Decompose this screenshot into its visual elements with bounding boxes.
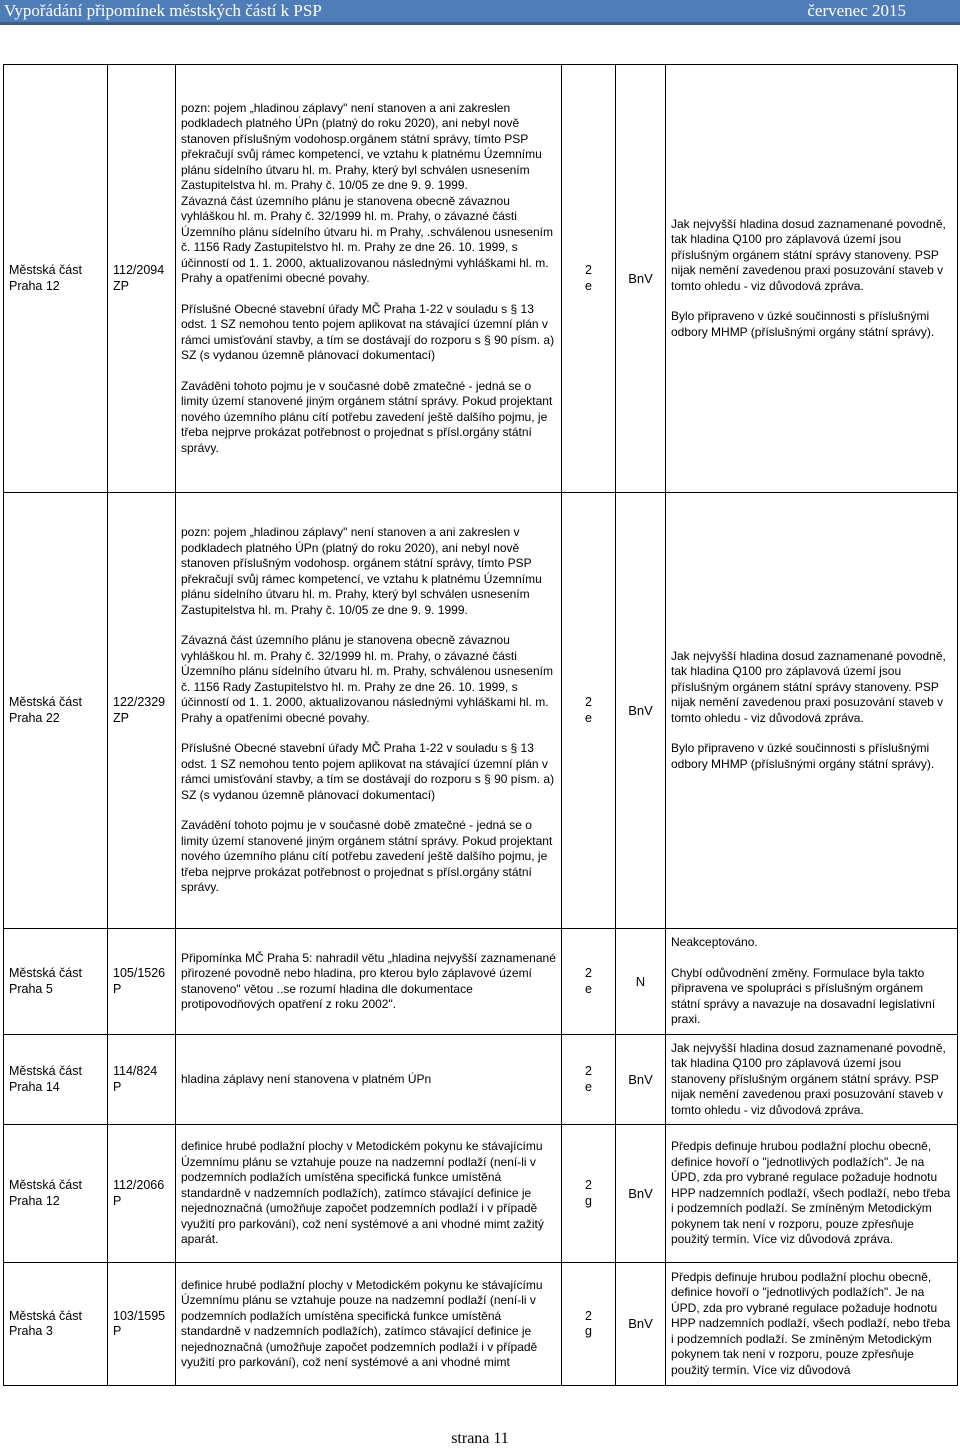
comment-text-cell (176, 1263, 562, 1386)
comment-paragraph: Zavádění tohoto pojmu je v současné době zmatečné - jedná se o limity území stanovené jiným orgánem státní správy. Pokud projektant nového územního plánu cítí potřebu zavedení ještě dalšího pojmu, je třeba nejprve prokázat potřebnost o projednat s přísl.orgány státní správy. (181, 818, 553, 895)
district-cell (4, 929, 108, 1035)
code-line: 105/1526 (113, 966, 166, 980)
comment-text-cell (176, 1125, 562, 1263)
response-cell (666, 1035, 958, 1125)
section-cell (562, 1035, 616, 1125)
section-line: e (585, 710, 592, 725)
district-line: Praha 12 (9, 278, 60, 293)
comment-text-cell (176, 929, 562, 1035)
code-line: P (113, 981, 122, 996)
comment-paragraph: definice hrubé podlažní plochy v Metodickém pokynu ke stávajícímu Územnímu plánu se vztahuje pouze na nadzemní podlaží (není-li v podzemních podlažích umístěna specifická funkce umístěná standardně v nadzemních podlažích), zatímco stávající definice je nejednoznačná (umožňuje započet podzemních podlaží i v případě využití pro parkování), což není systémové a ani vhodné mimt (181, 1277, 543, 1369)
result-cell (616, 65, 666, 493)
code-cell (108, 1125, 176, 1263)
district-line: Městská část (9, 263, 82, 277)
district-cell (4, 1125, 108, 1263)
page-header (0, 0, 960, 25)
comment-text-cell (176, 65, 562, 493)
code-line: ZP (113, 278, 129, 293)
comment-text-cell (176, 1035, 562, 1125)
section-line: 2 (585, 1178, 592, 1192)
section-line: 2 (585, 695, 592, 709)
table-row (4, 929, 958, 1035)
code-line: P (113, 1079, 122, 1094)
table-row (4, 1263, 958, 1386)
district-cell (4, 1263, 108, 1386)
section-line: 2 (585, 966, 592, 980)
result-cell (616, 1035, 666, 1125)
comment-paragraph: hladina záplavy není stanovena v platném ÚPn (181, 1071, 432, 1086)
comment-paragraph: Příslušné Obecné stavební úřady MČ Praha 1-22 v souladu s § 13 odst. 1 SZ nemohou tento pojem aplikovat na stávající územní plán v rámci umisťování stavby, a tím se dostávají do rozporu s § 90 písm. a) SZ (s vydanou územně plánovací dokumentací) (181, 741, 555, 802)
comments-table (3, 64, 958, 1386)
table-row (4, 1125, 958, 1263)
result-cell (616, 929, 666, 1035)
response-cell (666, 929, 958, 1035)
code-cell (108, 65, 176, 493)
result-cell (616, 1263, 666, 1386)
result-cell (616, 493, 666, 929)
response-cell (666, 1125, 958, 1263)
code-line: ZP (113, 710, 129, 725)
section-line: e (585, 1079, 592, 1094)
code-line: 103/1595 (113, 1308, 166, 1323)
response-paragraph: Bylo připraveno v úzké součinnosti s příslušnými odbory MHMP (příslušnými orgány státní správy). (671, 741, 935, 771)
result-code: BnV (628, 702, 653, 718)
district-line: Praha 14 (9, 1079, 60, 1094)
code-line: 112/2094 (113, 263, 165, 277)
district-line: Městská část (9, 1308, 82, 1323)
result-code: N (635, 973, 646, 989)
comment-paragraph: pozn: pojem „hladinou záplavy" není stanoven a ani zakreslen podkladech platného ÚPn (platný do roku 2020), ani nebyl nově stanoven příslušným vodohosp.orgánem státní správy, tímto PSP překračují svůj rámec kompetencí, ve vztahu k platnému Územnímu plánu sídelního útvaru hl. m. Prahy, který byl schválen usnesením Zastupitelstva hl. m. Prahy č. 10/05 ze dne 9. 9. 1999. Závazná část územního plánu je stanovena obecně závaznou vyhláškou hl. m. Prahy č. 32/1999 hl. m. Prahy, o závazné části Územního plánu sídelního útvaru hi. m Prahy, .schválenou usnesením č. 1156 Rady Zastupitelstvo hl. m. Prahy ze dne 26. 10. 1999, s účinností od 1. 1. 2000, aktualizovanou následnými vyhláškami hl. m. Prahy a opatřeními obecné povahy. (181, 100, 553, 286)
section-line: e (585, 278, 592, 293)
district-line: Praha 22 (9, 710, 60, 725)
section-cell (562, 493, 616, 929)
result-code: BnV (628, 1071, 653, 1087)
response-cell (666, 1263, 958, 1386)
response-cell (666, 493, 958, 929)
table-row (4, 1035, 958, 1125)
comment-paragraph: Závazná část územního plánu je stanovena obecně závaznou vyhláškou hl. m. Prahy č. 32/1999 hl. m. Prahy, o závazné části Územního plánu sídelního útvaru hl. m. Prahy, schválenou usnesením č. 1156 Rady Zastupitelstvo hl. m. Prahy ze dne 26. 10. 1999, s účinností od 1. 1. 2000, aktualizovanou následnými vyhláškami hl. m. Prahy a opatřeními obecné povahy. (181, 633, 553, 725)
district-line: Městská část (9, 1064, 82, 1078)
district-cell (4, 1035, 108, 1125)
section-cell (562, 929, 616, 1035)
table-row (4, 493, 958, 929)
code-cell (108, 1035, 176, 1125)
section-line: 2 (585, 1308, 592, 1323)
district-line: Městská část (9, 966, 82, 980)
comment-paragraph: Zaváděni tohoto pojmu je v současné době zmatečné - jedná se o limity území stanovené jiným orgánem státní správy. Pokud projektant nového územního plánu cítí potřebu zavedení ještě dalšího pojmu, je třeba nejprve prokázat potřebnost o projednat s přísl.orgány státní správy. (181, 378, 553, 455)
section-line: 2 (585, 263, 592, 277)
section-line: 2 (585, 1064, 592, 1078)
result-code: BnV (628, 1316, 653, 1332)
response-paragraph: Předpis definuje hrubou podlažní plochu obecně, definice hovoří o "jednotlivých podlažích". Je na ÚPD, zda pro vybrané regulace požaduje hodnotu HPP nadzemních podlaží, všech podlaží, nebo třeba i podzemních podlaží. Se zmíněným Metodickým pokynem tak není v rozporu, pouze zpřesňuje použitý termín. Více viz důvodová zpráva. (671, 1139, 951, 1247)
document-title: Vypořádání připomínek městských částí k PSP (4, 1, 322, 20)
code-line: P (113, 1193, 122, 1208)
comment-paragraph: pozn: pojem „hladinou záplavy" není stanoven a ani zakreslen v podkladech platného ÚPn (platný do roku 2020), ani nebyl nově stanoven příslušným vodohosp. orgánem státní správy, tímto PSP překračují svůj rámec kompetencí, ve vztahu k platnému Územnímu plánu sídelního útvaru hl. m. Prahy, který byl schválen usnesením Zastupitelstva hl. m. Prahy č. 10/05 ze dne 9. 9. 1999. (181, 525, 542, 617)
section-cell (562, 65, 616, 493)
code-cell (108, 1263, 176, 1386)
district-cell (4, 65, 108, 493)
response-paragraph: Neakceptováno. (671, 935, 758, 950)
response-cell (666, 65, 958, 493)
section-line: g (585, 1324, 592, 1338)
section-cell (562, 1263, 616, 1386)
code-cell (108, 493, 176, 929)
comment-paragraph: Příslušné Obecné stavební úřady MČ Praha 1-22 v souladu s § 13 odst. 1 SZ nemohou tento pojem aplikovat na stávající územní plán v rámci umisťování stavby, a tím se dostávají do rozporu s § 90 písm. a) SZ (s vydanou územně plánovací dokumentací) (181, 301, 555, 363)
page-number: strana 11 (451, 1430, 509, 1447)
district-line: Praha 3 (9, 1324, 53, 1338)
district-line: Městská část (9, 1178, 82, 1192)
comment-paragraph: definice hrubé podlažní plochy v Metodickém pokynu ke stávajícímu Územnímu plánu se vztahuje pouze na nadzemní podlaží (není-li v podzemních podlažích umístěna specifická funkce umístěná standardně v nadzemních podlažích), zatímco stávající definice je nejednoznačná (umožňuje započet podzemních podlaží i v případě využití pro parkování), což není systémové a ani vhodné mimt zažitý aparát. (181, 1139, 544, 1247)
section-line: e (585, 981, 592, 996)
district-cell (4, 493, 108, 929)
document-date: červenec 2015 (807, 1, 906, 20)
response-paragraph: Předpis definuje hrubou podlažní plochu obecně, definice hovoří o "jednotlivých podlažích". Je na ÚPD, zda pro vybrané regulace požaduje hodnotu HPP nadzemních podlaží, všech podlaží, nebo třeba i podzemních podlaží. Se zmíněným Metodickým pokynem tak není v rozporu, pouze zpřesňuje použitý termín. Více viz důvodová (671, 1269, 951, 1377)
result-code: BnV (628, 1185, 653, 1201)
section-cell (562, 1125, 616, 1263)
code-line: P (113, 1324, 122, 1338)
code-cell (108, 929, 176, 1035)
response-paragraph: Jak nejvyšší hladina dosud zaznamenané povodně, tak hladina Q100 pro záplavová území jsou příslušným orgánem státní správy stanoveny. PSP nijak nemění zavedenou praxi posuzování staveb v tomto ohledu - viz důvodová zpráva. (671, 648, 946, 725)
code-line: 112/2066 (113, 1178, 165, 1192)
section-line: g (585, 1193, 592, 1208)
comment-paragraph: Připomínka MČ Praha 5: nahradil větu „hladina nejvyšší zaznamenané přirozené povodně nebo hladina, pro kterou bylo záplavové území stanoveno" větou ..se rozumí hladina dle dokumentace protipovodňových opatření z roku 2002". (181, 950, 556, 1011)
comment-text-cell (176, 493, 562, 929)
district-line: Praha 12 (9, 1193, 60, 1208)
result-cell (616, 1125, 666, 1263)
response-paragraph: Jak nejvyšší hladina dosud zaznamenané povodně, tak hladina Q100 pro záplavová území jsou stanoveny příslušným orgánem státní správy. PSP nijak nemění zavedenou praxi posuzování staveb v tomto ohledu - viz důvodová zpráva. (671, 1040, 946, 1117)
code-line: 114/824 (113, 1064, 158, 1078)
response-paragraph: Bylo připraveno v úzké součinnosti s příslušnými odbory MHMP (příslušnými orgány státní správy). (671, 309, 935, 339)
district-line: Praha 5 (9, 981, 53, 996)
district-line: Městská část (9, 695, 82, 709)
code-line: 122/2329 (113, 695, 166, 709)
response-paragraph: Jak nejvyšší hladina dosud zaznamenané povodně, tak hladina Q100 pro záplavová území jsou příslušným orgánem státní správy stanoveny. PSP nijak nemění zavedenou praxi posuzování staveb v tomto ohledu - viz důvodová zpráva. (671, 216, 946, 293)
result-code: BnV (628, 270, 653, 286)
table-row (4, 65, 958, 493)
response-paragraph: Chybí odůvodnění změny. Formulace byla takto připravena ve spolupráci s příslušným orgánem státní správy a navazuje na dosavadní legislativní praxi. (671, 965, 936, 1027)
